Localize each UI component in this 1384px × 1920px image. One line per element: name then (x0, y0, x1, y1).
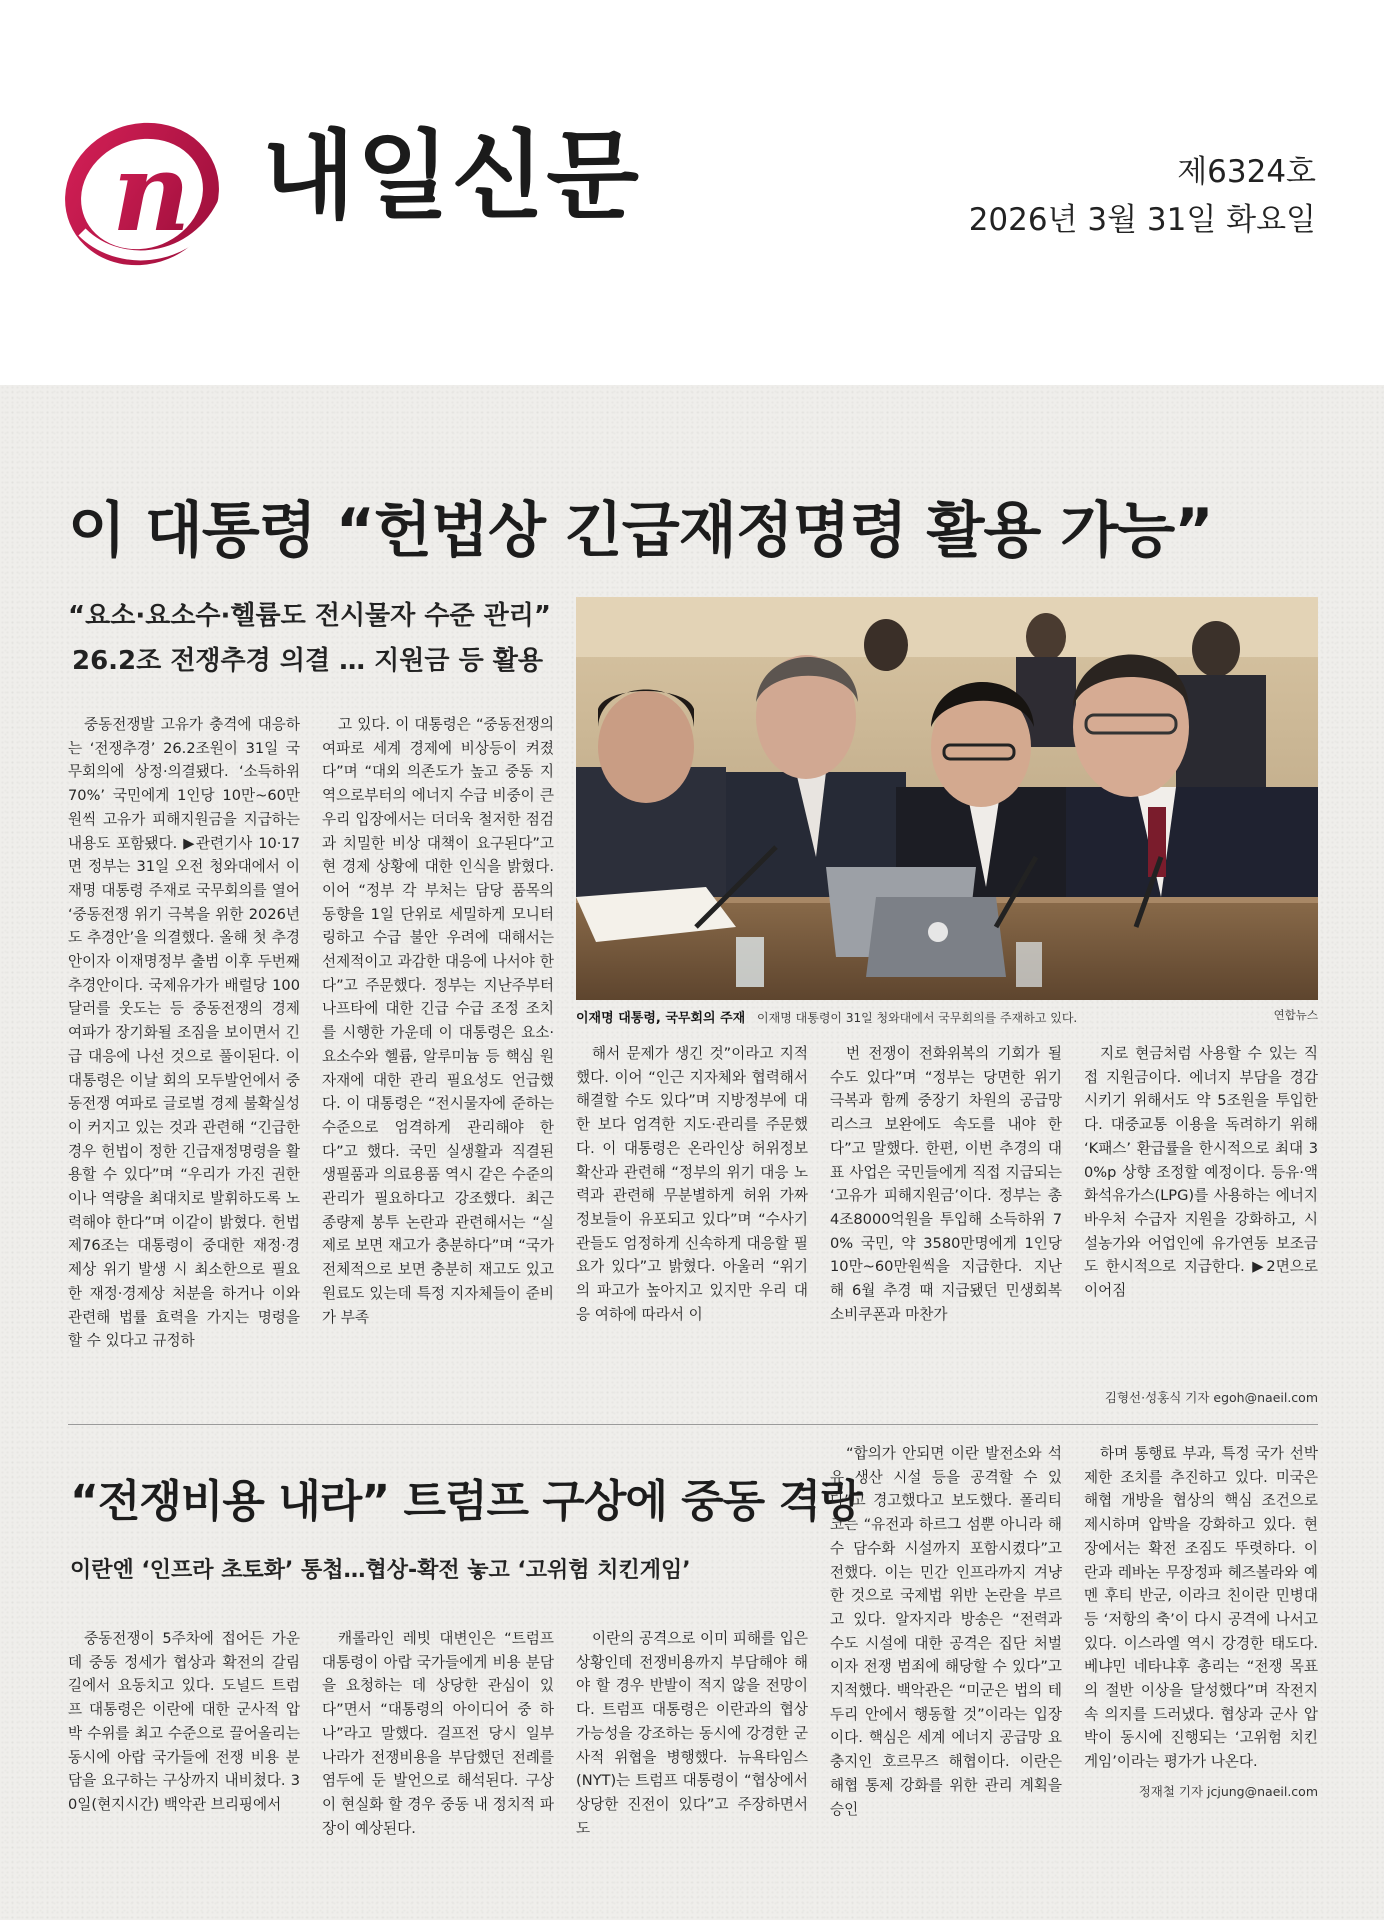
article1-column-4: 번 전쟁이 전화위복의 기회가 될 수도 있다”며 “정부는 당면한 위기 극복과 함께 중장기 차원의 공급망 리스크 보완에도 속도를 내야 한다”고 말했다. 한편, 이번 추경의 대표 사업은 국민들에게 직접 지급되는 ‘고유가 피해지원금’이다. 정부는 총 4조8000억원을 투입해 소득하위 70% 국민, 약 3580만명에게 1인당 10만~60만원씩을 지급한다. 지난해 6월 추경 때 지급됐던 민생회복 소비쿠폰과 마찬가 (830, 1045, 1062, 1323)
issue-number: 제6324호 (1177, 154, 1316, 190)
article1-subhead-1: “요소·요소수·헬륨도 전시물자 수준 관리” (68, 601, 551, 631)
section-divider (68, 1424, 1318, 1425)
newspaper-name: 내일신문 (262, 120, 641, 232)
article1-subhead-2: 26.2조 전쟁추경 의결 … 지원금 등 활용 (72, 646, 543, 676)
photo-caption-text: 이재명 대통령이 31일 청와대에서 국무회의를 주재하고 있다. (757, 1011, 1078, 1025)
photo-caption-title: 이재명 대통령, 국무회의 주재 (576, 1011, 746, 1026)
photo-credit: 연합뉴스 (1273, 1008, 1318, 1022)
article2-column-1: 중동전쟁이 5주차에 접어든 가운데 중동 정세가 협상과 확전의 갈림길에서 요동치고 있다. 도널드 트럼프 대통령은 이란에 대한 군사적 압박 수위를 최고 수준으로 끌어올리는 동시에 아랍 국가들에 전쟁 비용 분담을 요구하는 구상까지 내비쳤다. 30일(현지시간) 백악관 브리핑에서 (68, 1630, 300, 1813)
article1-column-1: 중동전쟁발 고유가 충격에 대응하는 ‘전쟁추경’ 26.2조원이 31일 국무회의에 상정·의결됐다. ‘소득하위 70%’ 국민에게 1인당 10만~60만원씩 고유가 피해지원금을 지급하는 내용도 포함됐다. ▶관련기사 10·17면 정부는 31일 오전 청와대에서 이재명 대통령 주재로 국무회의를 열어 ‘중동전쟁 위기 극복을 위한 2026년도 추경안’을 의결했다. 올해 첫 추경안이자 이재명정부 출범 이후 두번째 추경안이다. 국제유가가 배럴당 100달러를 웃도는 등 중동전쟁의 경제 여파가 장기화될 조짐을 보이면서 긴급 대응에 나선 것으로 풀이된다. 이 대통령은 이날 회의 모두발언에서 중동전쟁 여파로 글로벌 경제 불확실성이 커지고 있는 것과 관련해 “긴급한 경우 헌법이 정한 긴급재정명령을 활용할 수 있다”며 “우리가 가진 권한이나 역량을 최대치로 발휘하도록 노력해야 한다”며 이같이 밝혔다. 헌법 제76조는 대통령이 중대한 재정·경제상 위기 발생 시 최소한으로 필요한 재정·경제상 처분을 하거나 이와 관련해 법률 효력을 가지는 명령을 할 수 있다고 규정하 (68, 716, 300, 1350)
article1-byline: 김형선·성홍식 기자 egoh@naeil.com (1104, 1390, 1318, 1405)
article2-column-4: “합의가 안되면 이란 발전소와 석유 생산 시설 등을 공격할 수 있다”고 경고했다고 보도했다. 폴리티코는 “유전과 하르그 섬뿐 아니라 해수 담수화 시설까지 포함시켰다”고 전했다. 이는 민간 인프라까지 겨냥한 것으로 국제법 위반 논란을 부르고 있다. 알자지라 방송은 “전력과 수도 시설에 대한 공격은 집단 처벌이자 전쟁 범죄에 해당할 수 있다”고 지적했다. 백악관은 “미군은 법의 테두리 안에서 행동할 것”이라는 입장이다. 핵심은 세계 에너지 공급망 요충지인 호르무즈 해협이다. 이란은 해협 통제 강화를 위한 관리 계획을 승인 (830, 1445, 1062, 1818)
issue-date: 2026년 3월 31일 화요일 (968, 202, 1316, 239)
article2-column-3: 이란의 공격으로 이미 피해를 입은 상황인데 전쟁비용까지 부담해야 해야 할 경우 반발이 적지 않을 전망이다. 트럼프 대통령은 이란과의 협상 가능성을 강조하는 동시에 강경한 군사적 위협을 병행했다. 뉴욕타임스(NYT)는 트럼프 대통령이 “협상에서 상당한 진전이 있다”고 주장하면서도 (576, 1630, 808, 1837)
article2-column-2: 캐롤라인 레빗 대변인은 “트럼프 대통령이 아랍 국가들에게 비용 분담을 요청하는 데 상당한 관심이 있다”면서 “대통령의 아이디어 중 하나”라고 말했다. 걸프전 당시 일부 나라가 전쟁비용을 부담했던 전례를 염두에 둔 발언으로 해석된다. 구상이 현실화 할 경우 중동 내 정치적 파장이 예상된다. (322, 1630, 554, 1837)
article2-byline: 정재철 기자 jcjung@naeil.com (1138, 1784, 1318, 1799)
article1-column-3: 해서 문제가 생긴 것”이라고 지적했다. 이어 “인근 지자체와 협력해서 해결할 수도 있다”며 지방정부에 대한 보다 엄격한 지도·관리를 주문했다. 이 대통령은 온라인상 허위정보 확산과 관련해 “정부의 위기 대응 노력과 관련해 무분별하게 허위 가짜 정보들이 유포되고 있다”며 “수사기관들도 엄정하게 신속하게 대응할 필요가 있다”고 밝혔다. 아울러 “위기의 파고가 높아지고 있지만 우리 대응 여하에 따라서 이 (576, 1045, 808, 1323)
article1-photo (576, 597, 1318, 1000)
issue-info (969, 148, 1316, 244)
cabinet-meeting-photo-image (576, 597, 1318, 1000)
article1-column-2: 고 있다. 이 대통령은 “중동전쟁의 여파로 세계 경제에 비상등이 켜졌다”며 “대외 의존도가 높고 중동 지역으로부터의 에너지 수급 비중이 큰 우리 입장에서는 더더욱 철저한 점검과 치밀한 비상 대책이 요구된다”고 현 경제 상황에 대한 인식을 밝혔다. 이어 “정부 각 부처는 담당 품목의 동향을 1일 단위로 세밀하게 모니터링하고 수급 불안 우려에 대해서는 선제적이고 과감한 대응에 나서야 한다”고 주문했다. 정부는 지난주부터 나프타에 대한 긴급 수급 조정 조치를 시행한 가운데 이 대통령은 요소·요소수와 헬륨, 알루미늄 등 핵심 원자재에 대한 관리 필요성도 언급했다. 이 대통령은 “전시물자에 준하는 수준으로 엄격하게 관리해야 한다”고 했다. 국민 실생활과 직결된 생필품과 의료용품 역시 같은 수준의 관리가 필요하다고 강조했다. 최근 종량제 봉투 논란과 관련해서는 “실제로 보면 재고가 충분하다”며 “국가 전체적으로 보면 충분히 재고도 있고 원료도 있는데 특정 지자체들이 준비가 부족 (322, 716, 554, 1326)
article1-column-5: 지로 현금처럼 사용할 수 있는 직접 지원금이다. 에너지 부담을 경감시키기 위해서도 약 5조원을 투입한다. 대중교통 이용을 독려하기 위해 ‘K패스’ 환급률을 한시적으로 최대 30%p 상향 조정할 예정이다. 등유·액화석유가스(LPG)를 사용하는 에너지바우처 수급자 지원을 강화하고, 시설농가와 어업인에 유가연동 보조금도 한시적으로 지급한다. ▶2면으로 이어짐 (1084, 1045, 1318, 1300)
article1-headline: 이 대통령 “헌법상 긴급재정명령 활용 가능” (68, 496, 1213, 566)
masthead (0, 0, 1384, 385)
article2-subhead: 이란엔 ‘인프라 초토화’ 통첩…협상-확전 놓고 ‘고위험 치킨게임’ (70, 1558, 691, 1583)
naeil-logo-icon (62, 112, 232, 272)
article2-column-5: 하며 통행료 부과, 특정 국가 선박 제한 조치를 추진하고 있다. 미국은 해협 개방을 협상의 핵심 조건으로 제시하며 압박을 강화하고 있다. 현장에서는 확전 조짐도 뚜렷하다. 이란과 레바논 무장정파 헤즈볼라와 예멘 후티 반군, 이라크 친이란 민병대 등 ‘저항의 축’이 다시 공격에 나서고 있다. 이스라엘 역시 강경한 태도다. 베냐민 네타냐후 총리는 “전쟁 목표의 절반 이상을 달성했다”며 작전지속 의지를 드러냈다. 협상과 군사 압박이 동시에 진행되는 ‘고위험 치킨게임’이라는 평가가 나온다. (1084, 1445, 1318, 1771)
logo-letter: n (112, 130, 191, 256)
article1-photo-caption (576, 1007, 1318, 1029)
newspaper-page (0, 385, 1384, 1920)
article2-headline: “전쟁비용 내라” 트럼프 구상에 중동 격랑 (70, 1476, 862, 1527)
